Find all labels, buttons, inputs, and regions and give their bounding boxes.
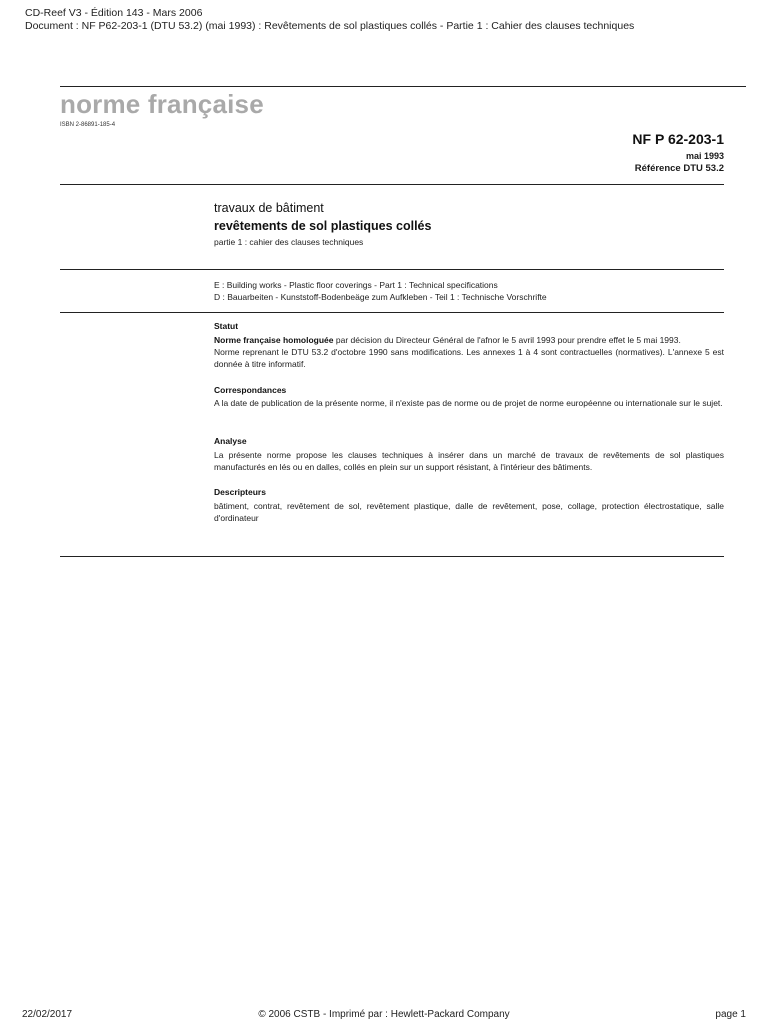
document-title: revêtements de sol plastiques collés [214,219,432,233]
correspondances-text: A la date de publication de la présente norme, il n'existe pas de norme ou de projet de norme européenne ou internationale sur le sujet. [214,398,723,408]
standard-code: NF P 62-203-1 [632,131,724,147]
dtu-reference: Référence DTU 53.2 [634,163,724,174]
footer-copyright: © 2006 CSTB - Imprimé par : Hewlett-Packard Company [258,1009,510,1020]
statut-text [214,334,724,371]
publication-date: mai 1993 [685,151,724,161]
title-divider-bottom [60,269,724,270]
header-edition: CD-Reef V3 - Édition 143 - Mars 2006 [25,7,203,19]
translation-english: E : Building works - Plastic floor coverings - Part 1 : Technical specifications [214,280,498,290]
sections-divider-bottom [60,556,724,557]
statut-bold-lead: Norme française homologuée [214,335,334,345]
statut-text-1: par décision du Directeur Général de l'afnor le 5 avril 1993 pour prendre effet le 5 mai 1993. [333,335,681,345]
descripteurs-heading: Descripteurs [214,487,266,497]
document-category: travaux de bâtiment [214,201,324,215]
footer-date: 22/02/2017 [22,1009,73,1020]
header-document-title: Document : NF P62-203-1 (DTU 53.2) (mai 1993) : Revêtements de sol plastiques collés - Partie 1 : Cahier des clauses techniques [25,20,635,32]
statut-text-2: Norme reprenant le DTU 53.2 d'octobre 1990 sans modifications. Les annexes 1 à 4 sont contractuelles (normatives). L'annexe 5 est donnée à titre informatif. [214,347,724,370]
correspondances-heading: Correspondances [214,385,287,395]
footer-page-number: page 1 [715,1009,746,1020]
title-divider-top [60,184,724,185]
sections-divider-top [60,312,724,313]
brand-title: norme française [60,89,264,119]
descripteurs-text: bâtiment, contrat, revêtement de sol, revêtement plastique, dalle de revêtement, pose, collage, protection électrostatique, salle d'ordinateur [214,501,724,524]
analyse-text: La présente norme propose les clauses techniques à insérer dans un marché de travaux de revêtements de sol plastiques manufacturés en lés ou en dalles, collés en plein sur un support résistant, à l'intérieur des bâtiments. [214,450,724,473]
top-divider [60,86,746,87]
document-subtitle: partie 1 : cahier des clauses techniques [214,237,364,247]
isbn: ISBN 2-86891-185-4 [60,122,116,128]
analyse-heading: Analyse [214,436,247,446]
translation-german: D : Bauarbeiten - Kunststoff-Bodenbeäge zum Aufkleben - Teil 1 : Technische Vorschrifte [214,292,547,302]
statut-heading: Statut [214,321,239,331]
